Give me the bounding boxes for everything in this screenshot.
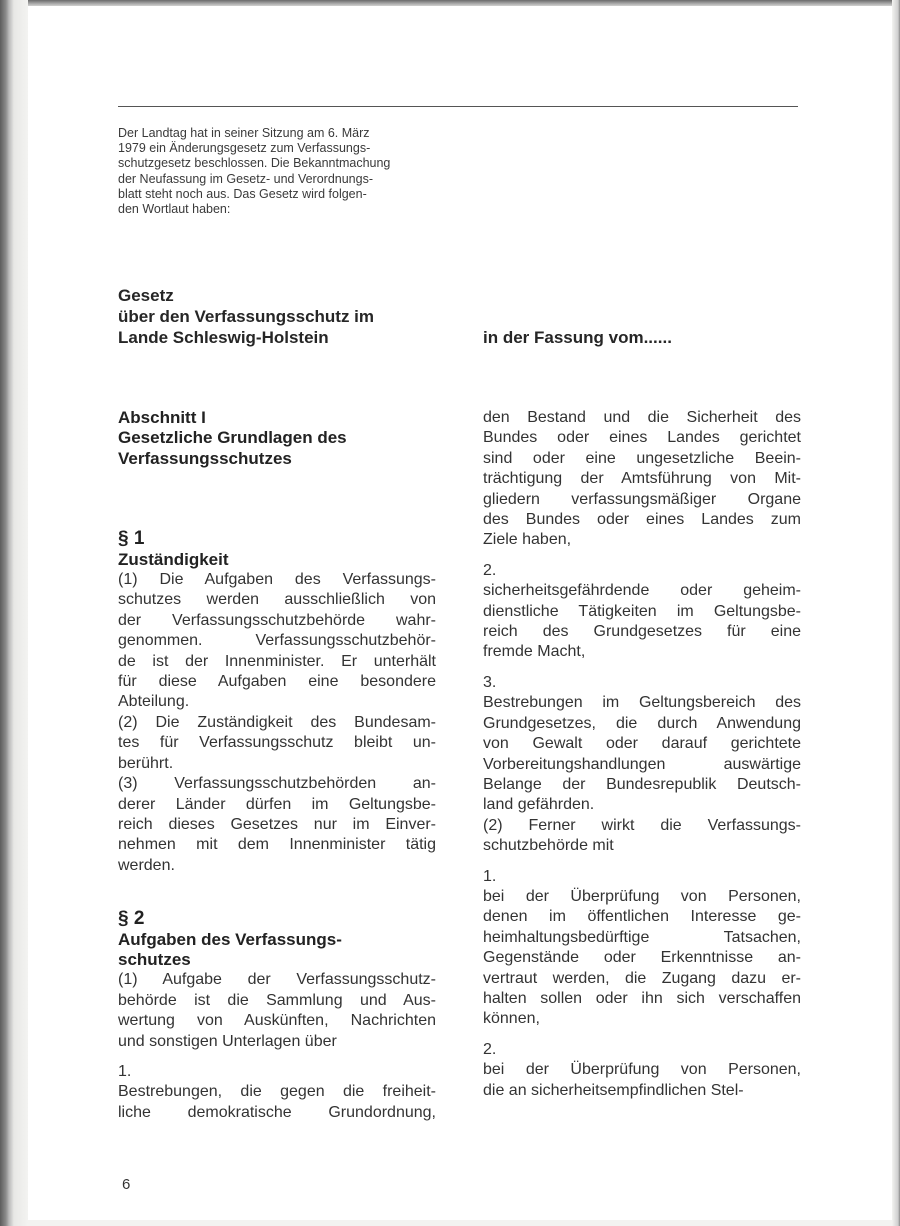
list-item-1-continued <box>483 408 801 551</box>
text-line: trächtigung der Amtsführung von Mit- <box>483 470 801 488</box>
text-line: von Gewalt oder darauf gerichtete <box>483 735 801 753</box>
intro-note <box>118 126 408 217</box>
text-line: land gefährden. <box>483 796 595 814</box>
intro-line: schutzgesetz beschlossen. Die Bekanntmachung <box>118 156 391 171</box>
text-line: die an sicherheitsempfindlichen Stel- <box>483 1081 744 1099</box>
text-line: wertung von Auskünften, Nachrichten <box>118 1012 436 1030</box>
text-line: gliedern verfassungsmäßiger Organe <box>483 490 801 508</box>
section-1-paragraph-2 <box>118 713 436 774</box>
text-line: tes für Verfassungsschutz bleibt un- <box>118 734 436 752</box>
section-2-symbol: § 2 <box>118 908 145 930</box>
abschnitt-heading-line: Abschnitt I <box>118 408 206 427</box>
list-item-number: 2. <box>483 561 497 579</box>
text-line: den Bestand und die Sicherheit des <box>483 409 801 426</box>
text-line: der Verfassungsschutzbehörde wahr- <box>118 611 436 629</box>
text-line: genommen. Verfassungsschutzbehör- <box>118 632 436 650</box>
text-line: werden. <box>118 856 175 874</box>
text-line: halten sollen oder ihn sich verschaffen <box>483 989 801 1007</box>
book-binding-shadow <box>0 0 28 1226</box>
text-line: (2) Ferner wirkt die Verfassungs- <box>483 816 801 834</box>
text-line: (2) Die Zuständigkeit des Bundesam- <box>118 713 436 731</box>
intro-line: der Neufassung im Gesetz- und Verordnungs- <box>118 171 373 186</box>
text-line: sicherheitsgefährdende oder geheim- <box>483 582 801 600</box>
section-2-paragraph-2 <box>483 816 801 857</box>
text-line: können, <box>483 1010 540 1028</box>
abschnitt-heading-line: Gesetzliche Grundlagen des <box>118 428 347 448</box>
list-item-3 <box>483 693 801 815</box>
page-number: 6 <box>122 1176 131 1193</box>
list-item-number: 1. <box>118 1062 132 1080</box>
list-item-number: 3. <box>483 673 497 691</box>
list-item-number: 1. <box>483 867 497 885</box>
text-line: liche demokratische Grundordnung, <box>118 1103 436 1121</box>
page-right-edge <box>892 0 900 1226</box>
right-column <box>483 408 801 1101</box>
list-item-2 <box>483 581 801 663</box>
text-line: (1) Aufgabe der Verfassungsschutz- <box>118 971 436 989</box>
text-line: Belange der Bundesrepublik Deutsch- <box>483 775 801 793</box>
left-column <box>118 408 436 1123</box>
intro-line: blatt steht noch aus. Das Gesetz wird folgen- <box>118 186 367 201</box>
intro-line: den Wortlaut haben: <box>118 202 231 217</box>
text-line: Bestrebungen im Geltungsbereich des <box>483 694 801 712</box>
intro-line: Der Landtag hat in seiner Sitzung am 6. März <box>118 126 370 140</box>
law-title <box>118 285 438 348</box>
sub-item-2 <box>483 1060 801 1101</box>
text-line: Bestrebungen, die gegen die freiheit- <box>118 1083 436 1101</box>
text-line: sind oder eine ungesetzliche Beein- <box>483 449 801 467</box>
law-title-line: über den Verfassungsschutz im <box>118 307 375 326</box>
section-1-title: Zuständigkeit <box>118 549 229 569</box>
header-rule <box>118 106 798 107</box>
law-title-line: Lande Schleswig-Holstein <box>118 328 329 347</box>
section-2-paragraph-1 <box>118 970 436 1052</box>
list-item-number: 2. <box>483 1040 497 1058</box>
text-line: de ist der Innenminister. Er unterhält <box>118 652 436 670</box>
intro-line: 1979 ein Änderungsgesetz zum Verfassungs- <box>118 141 371 156</box>
law-version-date: in der Fassung vom...... <box>483 328 672 347</box>
text-line: Abteilung. <box>118 693 190 711</box>
text-line: schutzbehörde mit <box>483 837 614 855</box>
text-line: und sonstigen Unterlagen über <box>118 1032 337 1050</box>
text-line: Grundgesetzes, die durch Anwendung <box>483 714 801 732</box>
list-item-1 <box>118 1082 436 1123</box>
text-line: reich des Grundgesetzes für eine <box>483 623 801 641</box>
text-line: vertraut werden, die Zugang dazu er- <box>483 969 801 987</box>
text-line: bei der Überprüfung von Personen, <box>483 887 801 905</box>
text-line: derer Länder dürfen im Geltungsbe- <box>118 795 436 813</box>
text-line: heimhaltungsbedürftige Tatsachen, <box>483 928 801 946</box>
sub-item-1 <box>483 887 801 1030</box>
text-line: (1) Die Aufgaben des Verfassungs- <box>118 571 436 589</box>
law-title-line: Gesetz <box>118 286 174 305</box>
text-line: Bundes oder eines Landes gerichtet <box>483 429 801 447</box>
text-line: dienstliche Tätigkeiten im Geltungsbe- <box>483 602 801 620</box>
text-line: nehmen mit dem Innenminister tätig <box>118 836 436 854</box>
text-line: Ziele haben, <box>483 531 572 549</box>
section-1-paragraph-1 <box>118 570 436 713</box>
text-line: Vorbereitungshandlungen auswärtige <box>483 755 801 773</box>
text-line: denen im öffentlichen Interesse ge- <box>483 908 801 926</box>
section-1-paragraph-3 <box>118 774 436 876</box>
text-line: behörde ist die Sammlung und Aus- <box>118 991 436 1009</box>
section-2-title: schutzes <box>118 949 191 969</box>
text-line: reich dieses Gesetzes nur im Einver- <box>118 815 436 833</box>
text-line: schutzes werden ausschließlich von <box>118 591 436 609</box>
section-2-title: Aufgaben des Verfassungs- <box>118 929 342 949</box>
abschnitt-heading <box>118 408 436 469</box>
text-line: des Bundes oder eines Landes zum <box>483 511 801 529</box>
text-line: fremde Macht, <box>483 643 586 661</box>
text-line: bei der Überprüfung von Personen, <box>483 1061 801 1079</box>
section-1-symbol: § 1 <box>118 528 145 550</box>
abschnitt-heading-line: Verfassungsschutzes <box>118 448 292 468</box>
text-line: (3) Verfassungsschutzbehörden an- <box>118 775 436 793</box>
text-line: berührt. <box>118 754 174 772</box>
text-line: für diese Aufgaben eine besondere <box>118 673 436 691</box>
text-line: Gegenstände oder Erkenntnisse an- <box>483 949 801 967</box>
